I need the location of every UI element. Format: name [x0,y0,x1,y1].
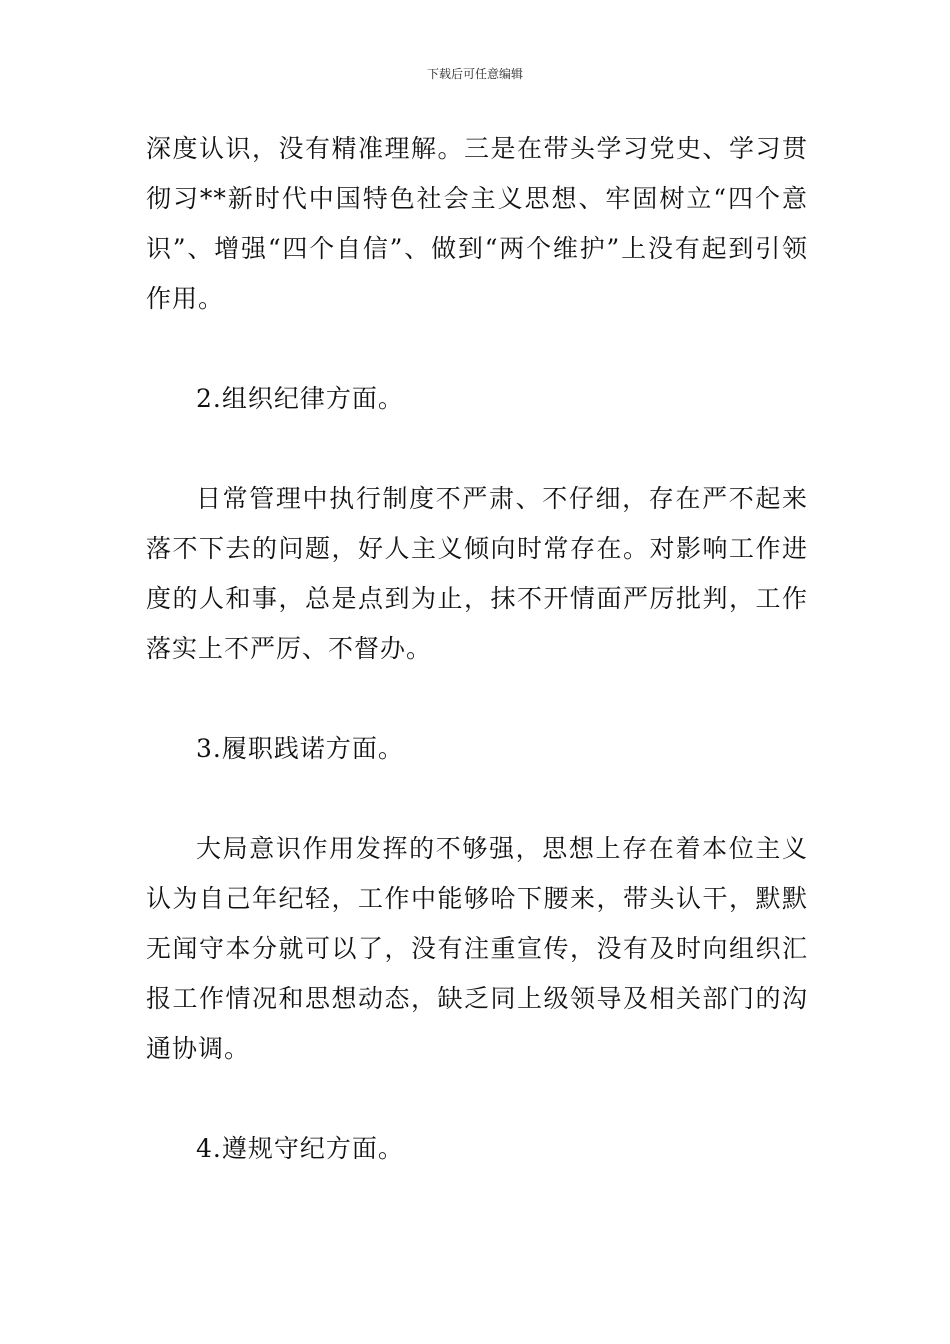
page-header-note: 下载后可任意编辑 [426,67,523,81]
paragraph-gap [146,424,808,474]
document-body [146,124,808,1174]
section-heading-rules: 4.遵规守纪方面。 [196,1134,404,1163]
paragraph-gap [146,774,808,824]
paragraph-continued: 深度认识，没有精准理解。三是在带头学习党史、学习贯彻习**新时代中国特色社会主义思想、牢固树立“四个意识”、增强“四个自信”、做到“两个维护”上没有起到引领作用。 [146,134,808,313]
paragraph-gap [146,324,808,374]
section-heading-discipline: 2.组织纪律方面。 [196,384,404,413]
section-heading-duty: 3.履职践诺方面。 [196,734,404,763]
paragraph-gap [146,1074,808,1124]
paragraph-duty: 大局意识作用发挥的不够强，思想上存在着本位主义认为自己年纪轻，工作中能够哈下腰来，带头认干，默默无闻守本分就可以了，没有注重宣传，没有及时向组织汇报工作情况和思想动态，缺乏同上级领导及相关部门的沟通协调。 [146,834,808,1063]
paragraph-gap [146,674,808,724]
paragraph-discipline: 日常管理中执行制度不严肃、不仔细，存在严不起来落不下去的问题，好人主义倾向时常存在。对影响工作进度的人和事，总是点到为止，抹不开情面严厉批判，工作落实上不严厉、不督办。 [146,484,808,663]
